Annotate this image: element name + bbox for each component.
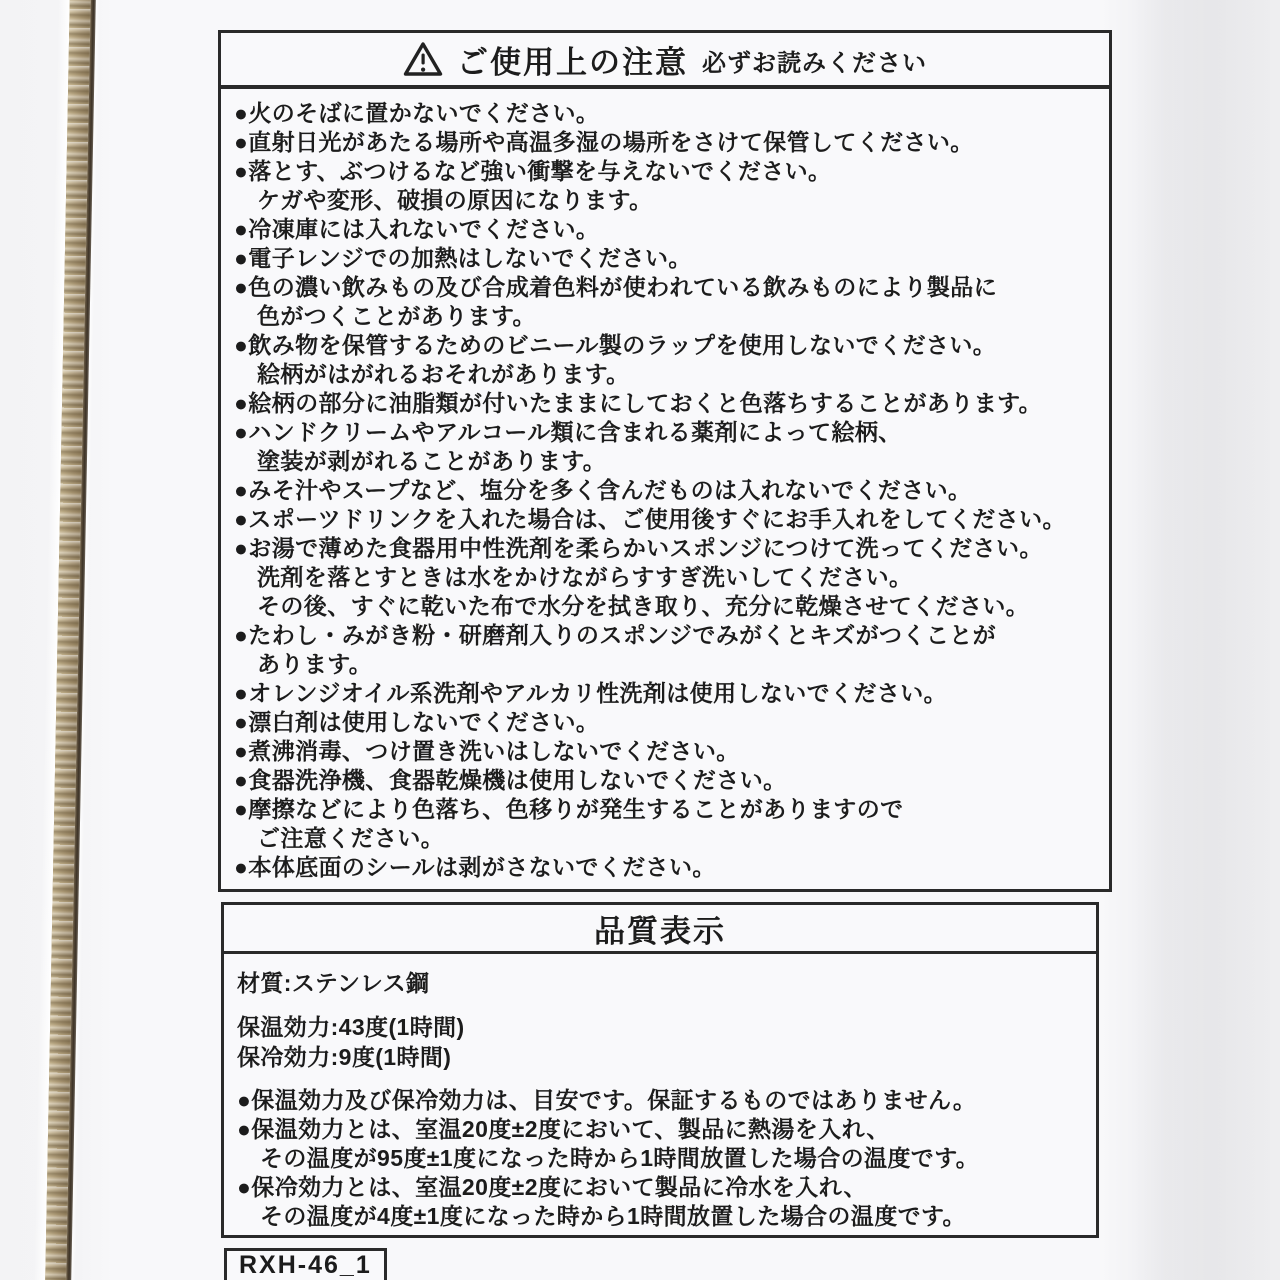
precaution-item: ●オレンジオイル系洗剤やアルカリ性洗剤は使用しないでください。 [234,680,948,706]
quality-notes-list [237,1086,1083,1231]
quality-note-item: ●保温効力とは、室温20度±2度において、製品に熱湯を入れ、 その温度が95度±1度になった時から1時間放置した場合の温度です。 [237,1116,980,1171]
precaution-item: ●漂白剤は使用しないでください。 [234,709,600,735]
caution-title: ご使用上の注意 [457,44,688,80]
quality-panel-header [224,905,1096,954]
caution-subtitle: 必ずお読みください [702,50,927,77]
model-number-label: RXH-46_1 [224,1248,387,1280]
precaution-item: ●食器洗浄機、食器乾燥機は使用しないでください。 [234,767,787,793]
caution-panel-header [221,33,1109,89]
precaution-item: ●電子レンジでの加熱はしないでください。 [234,245,692,271]
precaution-item: ●スポーツドリンクを入れた場合は、ご使用後すぐにお手入れをしてください。 [234,506,1066,532]
precaution-item: ●摩擦などにより色落ち、色移りが発生することがありますので ご注意ください。 [234,796,904,851]
precaution-item: ●絵柄の部分に油脂類が付いたままにしておくと色落ちすることがあります。 [234,390,1043,416]
precaution-item: ●煮沸消毒、つけ置き洗いはしないでください。 [234,738,740,764]
precaution-item: ●たわし・みがき粉・研磨剤入りのスポンジでみがくとキズがつくことが あります。 [234,622,997,677]
precaution-item: ●直射日光があたる場所や高温多湿の場所をさけて保管してください。 [234,129,974,155]
precaution-item: ●みそ汁やスープなど、塩分を多く含んだものは入れないでください。 [234,477,972,503]
precaution-item: ●ハンドクリームやアルコール類に含まれる薬剤によって絵柄、 塗装が剥がれることがあります。 [234,419,902,474]
quality-note-item: ●保冷効力とは、室温20度±2度において製品に冷水を入れ、 その温度が4度±1度になった時から1時間放置した場合の温度です。 [237,1174,966,1229]
package-right-shade [1130,0,1280,1280]
material-spec: 材質:ステンレス鋼 [237,970,430,996]
quality-panel [221,902,1099,1238]
precaution-item: ●冷凍庫には入れないでください。 [234,216,600,242]
precaution-item: ●色の濃い飲みもの及び合成着色料が使われている飲みものにより製品に 色がつくことがあります。 [234,274,998,329]
caution-panel [218,30,1112,892]
precaution-item: ●火のそばに置かないでください。 [234,100,600,126]
precaution-item: ●本体底面のシールは剥がさないでください。 [234,854,716,880]
quality-title: 品質表示 [594,913,726,949]
caution-list [221,89,1109,888]
cold-retention-spec: 保冷効力:9度(1時間) [237,1044,452,1070]
quality-panel-body [224,954,1096,1237]
precaution-item: ●お湯で薄めた食器用中性洗剤を柔らかいスポンジにつけて洗ってください。 洗剤を落とすときは水をかけながらすすぎ洗いしてください。 その後、すぐに乾いた布で水分を拭き取り、充分に乾燥させてください。 [234,535,1043,619]
cardboard-edge [33,0,104,1280]
heat-retention-spec: 保温効力:43度(1時間) [237,1014,465,1040]
precaution-item: ●飲み物を保管するためのビニール製のラップを使用しないでください。 絵柄がはがれるおそれがあります。 [234,332,997,387]
quality-note-item: ●保温効力及び保冷効力は、目安です。保証するものではありません。 [237,1087,977,1113]
warning-triangle-icon [403,41,443,77]
precaution-item: ●落とす、ぶつけるなど強い衝撃を与えないでください。 ケガや変形、破損の原因になります。 [234,158,832,213]
